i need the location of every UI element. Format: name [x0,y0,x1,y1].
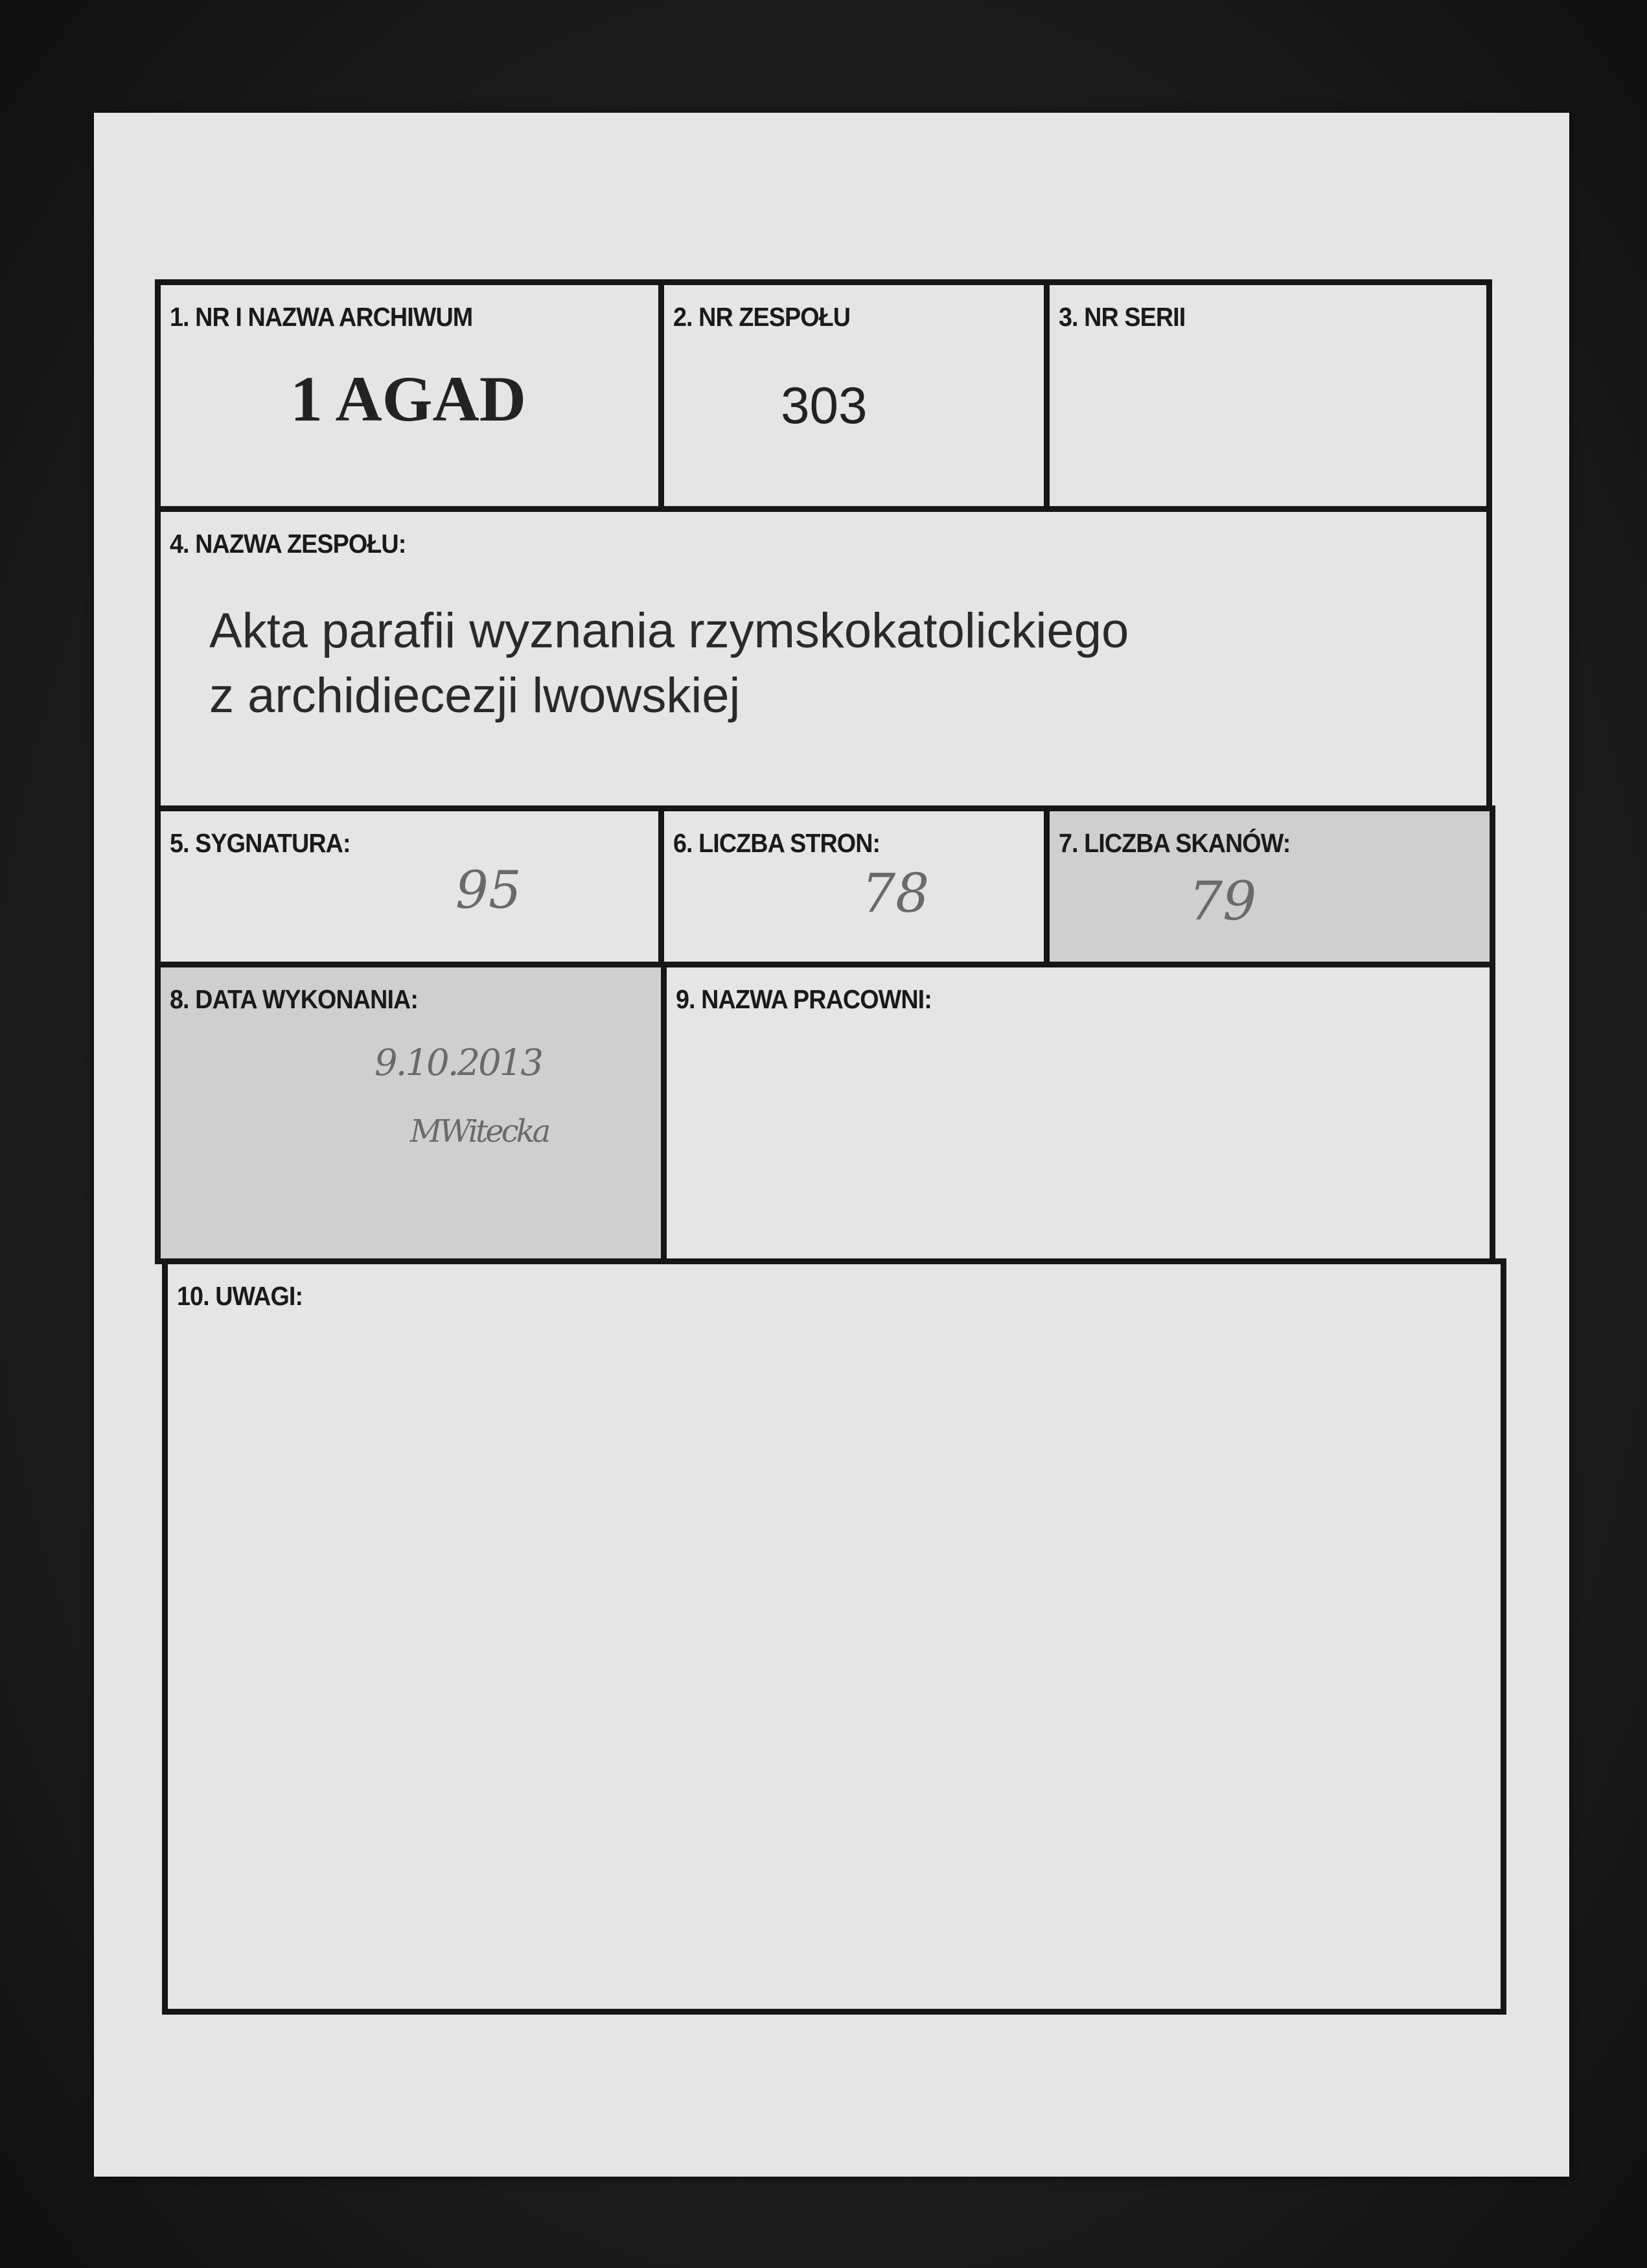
signature-label: 5. SYGNATURA: [170,828,351,858]
archive-label: 1. NR I NAZWA ARCHIWUM [170,302,473,332]
date-made-cell [155,962,667,1264]
fonds-name-label: 4. NAZWA ZESPOŁU: [170,529,406,559]
fonds-name-line-2: z archidiecezji lwowskiej [209,668,741,723]
notes-label: 10. UWAGI: [177,1281,303,1311]
handwritten-signature: MWitecka [410,1113,549,1150]
series-number-label: 3. NR SERII [1059,302,1186,332]
archive-cell [155,279,664,512]
signature-value: 95 [455,860,522,920]
fonds-name-line-1: Akta parafii wyznania rzymskokatolickiego [209,603,1129,658]
signature-cell [155,805,664,967]
workshop-cell [661,962,1495,1264]
page-count-cell [658,805,1050,967]
notes-cell [162,1258,1506,2015]
page-count-value: 78 [862,863,930,925]
fonds-number-value: 303 [781,376,868,434]
archive-value: 1 AGAD [290,363,526,435]
scan-count-cell [1044,805,1495,967]
series-number-cell [1044,279,1492,512]
scan-count-label: 7. LICZBA SKANÓW: [1059,828,1291,858]
fonds-name-cell [155,506,1492,811]
scan-count-value: 79 [1189,871,1257,932]
page-count-label: 6. LICZBA STRON: [673,828,881,858]
fonds-number-label: 2. NR ZESPOŁU [673,302,851,332]
workshop-label: 9. NAZWA PRACOWNI: [676,984,932,1014]
date-made-label: 8. DATA WYKONANIA: [170,984,418,1014]
date-made-value: 9.10.2013 [374,1042,542,1084]
fonds-number-cell [658,279,1050,512]
